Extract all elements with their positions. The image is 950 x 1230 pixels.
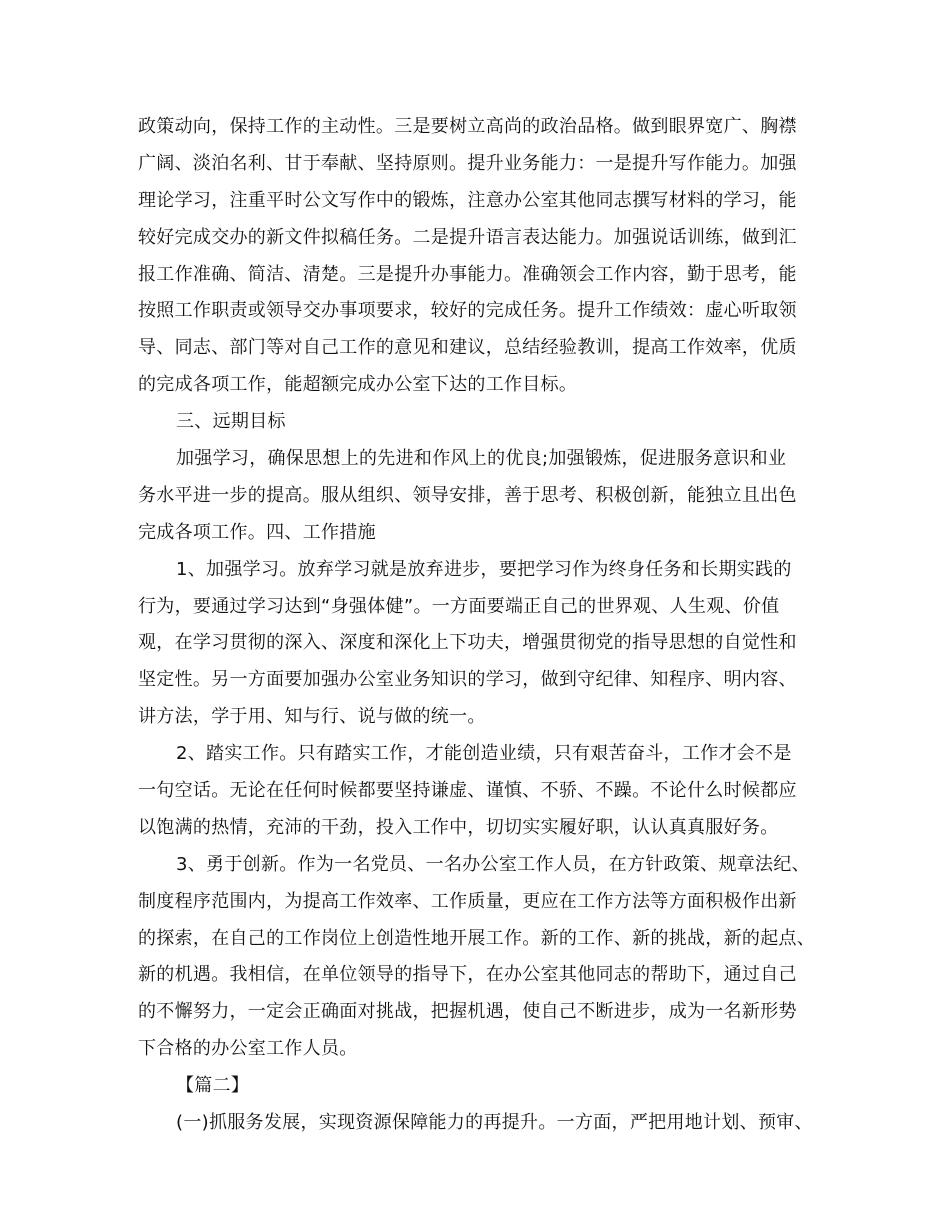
- section-heading: 【篇二】: [176, 1075, 250, 1097]
- text-line: 务水平进一步的提高。服从组织、领导安排，善于思考、积极创新，能独立且出色: [138, 484, 797, 506]
- text-line: 的探索，在自己的工作岗位上创造性地开展工作。新的工作、新的挑战，新的起点、: [138, 927, 816, 949]
- text-line: 完成各项工作。四、工作措施: [138, 521, 376, 543]
- text-line: 的不懈努力，一定会正确面对挑战，把握机遇，使自己不断进步，成为一名新形势: [138, 1001, 797, 1023]
- text-line: 制度程序范围内，为提高工作效率、工作质量，更应在工作方法等方面积极作出新: [138, 890, 797, 912]
- paragraph-first-line: 2、踏实工作。只有踏实工作，才能创造业绩，只有艰苦奋斗，工作才会不是: [176, 743, 792, 765]
- paragraph-first-line: 1、加强学习。放弃学习就是放弃进步，要把学习作为终身任务和长期实践的: [176, 558, 792, 580]
- text-line: 的完成各项工作，能超额完成办公室下达的工作目标。: [138, 374, 578, 396]
- text-line: 讲方法，学于用、知与行、说与做的统一。: [138, 706, 486, 728]
- text-line: 新的机遇。我相信，在单位领导的指导下，在办公室其他同志的帮助下，通过自己: [138, 964, 797, 986]
- text-line: 行为，要通过学习达到“身强体健”。一方面要端正自己的世界观、人生观、价值: [138, 595, 780, 617]
- text-line: 按照工作职责或领导交办事项要求，较好的完成任务。提升工作绩效：虚心听取领: [138, 300, 797, 322]
- text-line: 坚定性。另一方面要加强办公室业务知识的学习，做到守纪律、知程序、明内容、: [138, 669, 797, 691]
- text-line: 一句空话。无论在任何时候都要坚持谦虚、谨慎、不骄、不躁。不论什么时候都应: [138, 780, 797, 802]
- paragraph-first-line: 加强学习，确保思想上的先进和作风上的优良;加强锻炼，促进服务意识和业: [176, 448, 787, 470]
- text-line: 以饱满的热情，充沛的干劲，投入工作中，切切实实履好职，认认真真服好务。: [138, 816, 779, 838]
- section-heading: 三、远期目标: [176, 411, 286, 433]
- document-body: [138, 109, 818, 1142]
- text-line: 报工作准确、简洁、清楚。三是提升办事能力。准确领会工作内容，勤于思考，能: [138, 263, 797, 285]
- text-line: 导、同志、部门等对自己工作的意见和建议，总结经验教训，提高工作效率，优质: [138, 337, 797, 359]
- text-line: 下合格的办公室工作人员。: [138, 1038, 358, 1060]
- text-line: 广阔、淡泊名利、甘于奉献、坚持原则。提升业务能力：一是提升写作能力。加强: [138, 152, 797, 174]
- text-line: 较好完成交办的新文件拟稿任务。二是提升语言表达能力。加强说话训练，做到汇: [138, 226, 797, 248]
- text-line: 观，在学习贯彻的深入、深度和深化上下功夫，增强贯彻党的指导思想的自觉性和: [138, 632, 797, 654]
- paragraph-first-line: (一)抓服务发展，实现资源保障能力的再提升。一方面，严把用地计划、预审、: [176, 1112, 813, 1134]
- text-line: 政策动向，保持工作的主动性。三是要树立高尚的政治品格。做到眼界宽广、胸襟: [138, 116, 797, 137]
- paragraph-first-line: 3、勇于创新。作为一名党员、一名办公室工作人员，在方针政策、规章法纪、: [176, 853, 810, 875]
- text-line: 理论学习，注重平时公文写作中的锻炼，注意办公室其他同志撰写材料的学习，能: [138, 189, 797, 211]
